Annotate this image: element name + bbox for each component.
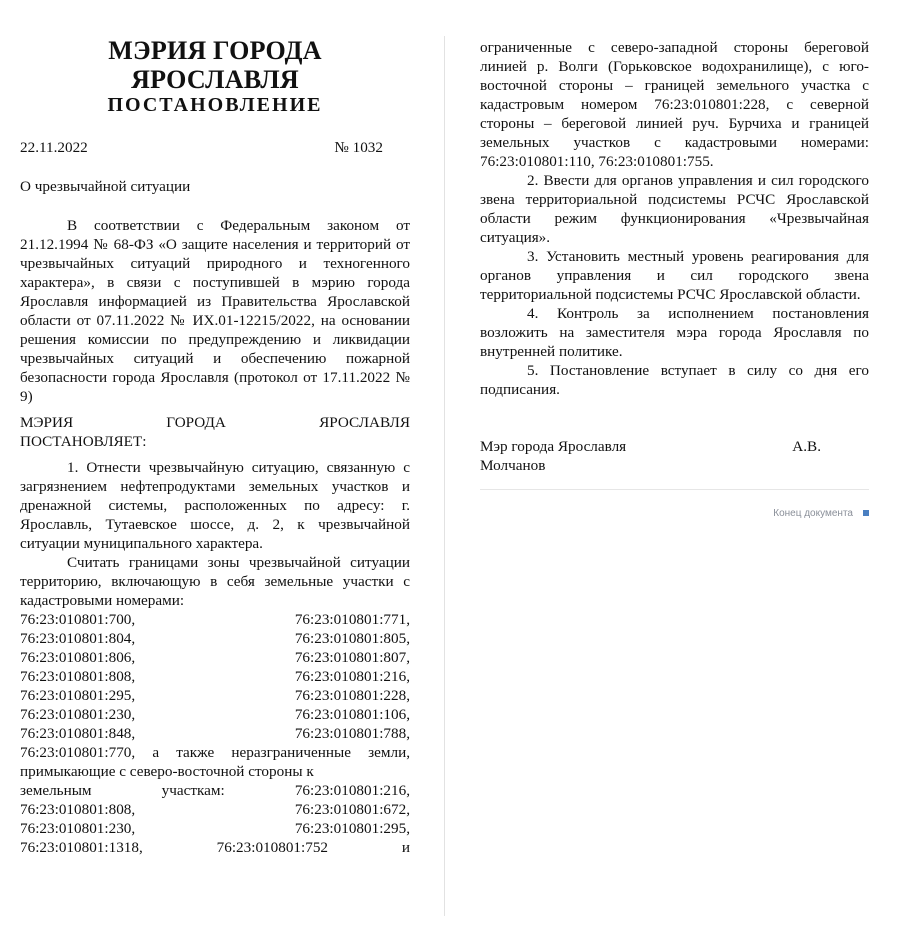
- date-number-line: [20, 138, 410, 157]
- document-number: № 1032: [334, 139, 383, 156]
- signature-position: Мэр города Ярославля: [480, 438, 627, 455]
- cadastral-row: 76:23:010801:230, 76:23:010801:106,: [20, 706, 410, 723]
- decree-line: [20, 413, 410, 432]
- decree-word-3: ЯРОСЛАВЛЯ: [319, 414, 410, 431]
- decree-word-2: ГОРОДА: [166, 414, 226, 431]
- document-date: 22.11.2022: [20, 139, 88, 156]
- square-icon: [863, 510, 869, 516]
- header-line-1: МЭРИЯ ГОРОДА: [108, 36, 322, 65]
- cadastral-row: 76:23:010801:808, 76:23:010801:216,: [20, 668, 410, 685]
- end-divider: [480, 489, 869, 490]
- column-divider: [444, 36, 445, 916]
- left-column: [20, 36, 410, 857]
- adjacent-line: земельным участкам: 76:23:010801:216,: [20, 782, 410, 799]
- item-1-adjacent: 76:23:010801:770, а также неразграниченные земли, примыкающие с северо-восточной стороны к: [20, 744, 410, 780]
- preamble: В соответствии с Федеральным законом от 21.12.1994 № 68-ФЗ «О защите населения и территорий от чрезвычайных ситуаций природного и техногенного характера», в связи с поступившей в мэрию города Ярославля информацией из Правительства Ярославской области от 07.11.2022 № ИХ.01-12215/2022, на основании решения комиссии по предупреждению и ликвидации чрезвычайных ситуаций и обеспечению пожарной безопасности города Ярославля (протокол от 17.11.2022 № 9): [20, 217, 410, 405]
- cadastral-row: 76:23:010801:295, 76:23:010801:228,: [20, 687, 410, 704]
- cadastral-list: [20, 610, 410, 743]
- header-line-2: ЯРОСЛАВЛЯ: [131, 65, 299, 94]
- end-of-document: [480, 504, 869, 523]
- right-column: [480, 38, 869, 523]
- item-1: 1. Отнести чрезвычайную ситуацию, связанную с загрязнением нефтепродуктами земельных участков и дренажной системы, расположенных по адресу: г. Ярославль, Тутаевское шоссе, д. 2, к чрезвычайной ситуации муниципального характера.: [20, 459, 410, 552]
- item-3: 3. Установить местный уровень реагирования для органов управления и сил городского звена территориальной подсистемы РСЧС Ярославской области.: [480, 248, 869, 303]
- signature-surname: Молчанов: [480, 457, 546, 474]
- item-1-zone: Считать границами зоны чрезвычайной ситуации территорию, включающую в себя земельные участки с кадастровыми номерами:: [20, 554, 410, 609]
- signature-initials: А.В.: [792, 438, 821, 455]
- item-1-continuation: ограниченные с северо-западной стороны береговой линией р. Волги (Горьковское водохранилище), с юго-восточной стороны – границей земельного участка с кадастровым номером 76:23:010801:228, с северной стороны – береговой линией руч. Бурчиха и границей земельных участков с кадастровыми номерами: 76:23:010801:110, 76:23:010801:755.: [480, 39, 869, 170]
- end-label: Конец документа: [773, 508, 853, 519]
- cadastral-row: 76:23:010801:230, 76:23:010801:295,: [20, 820, 410, 837]
- decree-line-2: ПОСТАНОВЛЯЕТ:: [20, 433, 147, 450]
- cadastral-row: 76:23:010801:804, 76:23:010801:805,: [20, 630, 410, 647]
- cadastral-row: 76:23:010801:806, 76:23:010801:807,: [20, 649, 410, 666]
- cadastral-last-row: 76:23:010801:1318, 76:23:010801:752 и: [20, 839, 410, 856]
- item-2: 2. Ввести для органов управления и сил городского звена территориальной подсистемы РСЧС Ярославской области режим функционирования «Чрезвычайная ситуация».: [480, 172, 869, 246]
- signature-line: [480, 437, 869, 456]
- cadastral-row: 76:23:010801:700, 76:23:010801:771,: [20, 611, 410, 628]
- cadastral-row: 76:23:010801:848, 76:23:010801:788,: [20, 725, 410, 742]
- header-line-3: ПОСТАНОВЛЕНИЕ: [107, 94, 323, 116]
- item-4: 4. Контроль за исполнением постановления возложить на заместителя мэра города Ярославля по внутренней политике.: [480, 305, 869, 360]
- cadastral-row: 76:23:010801:808, 76:23:010801:672,: [20, 801, 410, 818]
- document-title: О чрезвычайной ситуации: [20, 178, 191, 195]
- item-5: 5. Постановление вступает в силу со дня его подписания.: [480, 362, 869, 398]
- decree-word-1: МЭРИЯ: [20, 414, 74, 431]
